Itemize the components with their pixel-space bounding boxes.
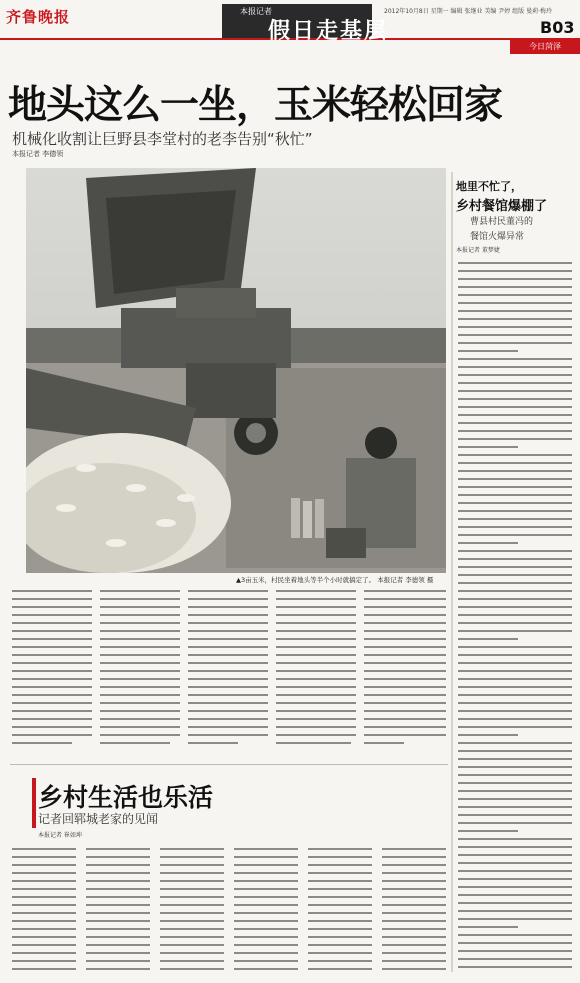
side-body-lines	[458, 262, 574, 974]
harvest-photo-image	[26, 168, 446, 573]
side-story-body	[458, 262, 574, 974]
second-story-body	[12, 848, 448, 976]
page-number: B03	[540, 18, 575, 37]
section-accent-bar	[32, 778, 36, 828]
main-subheadline: 机械化收割让巨野县李堂村的老李告别“秋忙”	[12, 130, 313, 148]
side-byline: 本报记者 董梦婕	[456, 247, 500, 254]
side-headline: 乡村餐馆爆棚了	[456, 199, 548, 214]
dateline: 2012年10月8日 星期一 编辑 张继业 美编 尹婷 组版 曼莉·梅玲	[384, 8, 552, 15]
photo-caption: ▲3亩玉米，村民坐着地头等半个小时就搞定了。 本报记者 李德领 摄	[236, 576, 434, 584]
main-byline: 本报记者 李德领	[12, 150, 64, 158]
side-kicker: 地里不忙了，	[456, 180, 522, 193]
column-small-label: 本报记者	[240, 7, 272, 16]
second-body-lines	[12, 848, 448, 976]
side-subhead-2: 餐馆火爆异常	[470, 232, 525, 242]
second-subheadline: 记者回郓城老家的见闻	[38, 812, 159, 826]
column-title: 假日走基层	[268, 18, 389, 44]
paper-logo: 齐鲁晚报	[6, 8, 71, 26]
section-divider	[10, 764, 448, 765]
sidebar-divider	[451, 172, 453, 972]
main-headline: 地头这么一坐，玉米轻松回家	[8, 82, 503, 128]
side-subhead-1: 曹县村民董冯的	[470, 217, 534, 227]
main-body-lines	[12, 590, 450, 750]
second-headline: 乡村生活也乐活	[38, 783, 214, 812]
second-byline: 本报记者 崔如坤	[38, 832, 82, 839]
section-tag: 今日菏泽	[510, 40, 580, 54]
harvest-photo	[26, 168, 446, 573]
main-story-body	[12, 590, 450, 750]
